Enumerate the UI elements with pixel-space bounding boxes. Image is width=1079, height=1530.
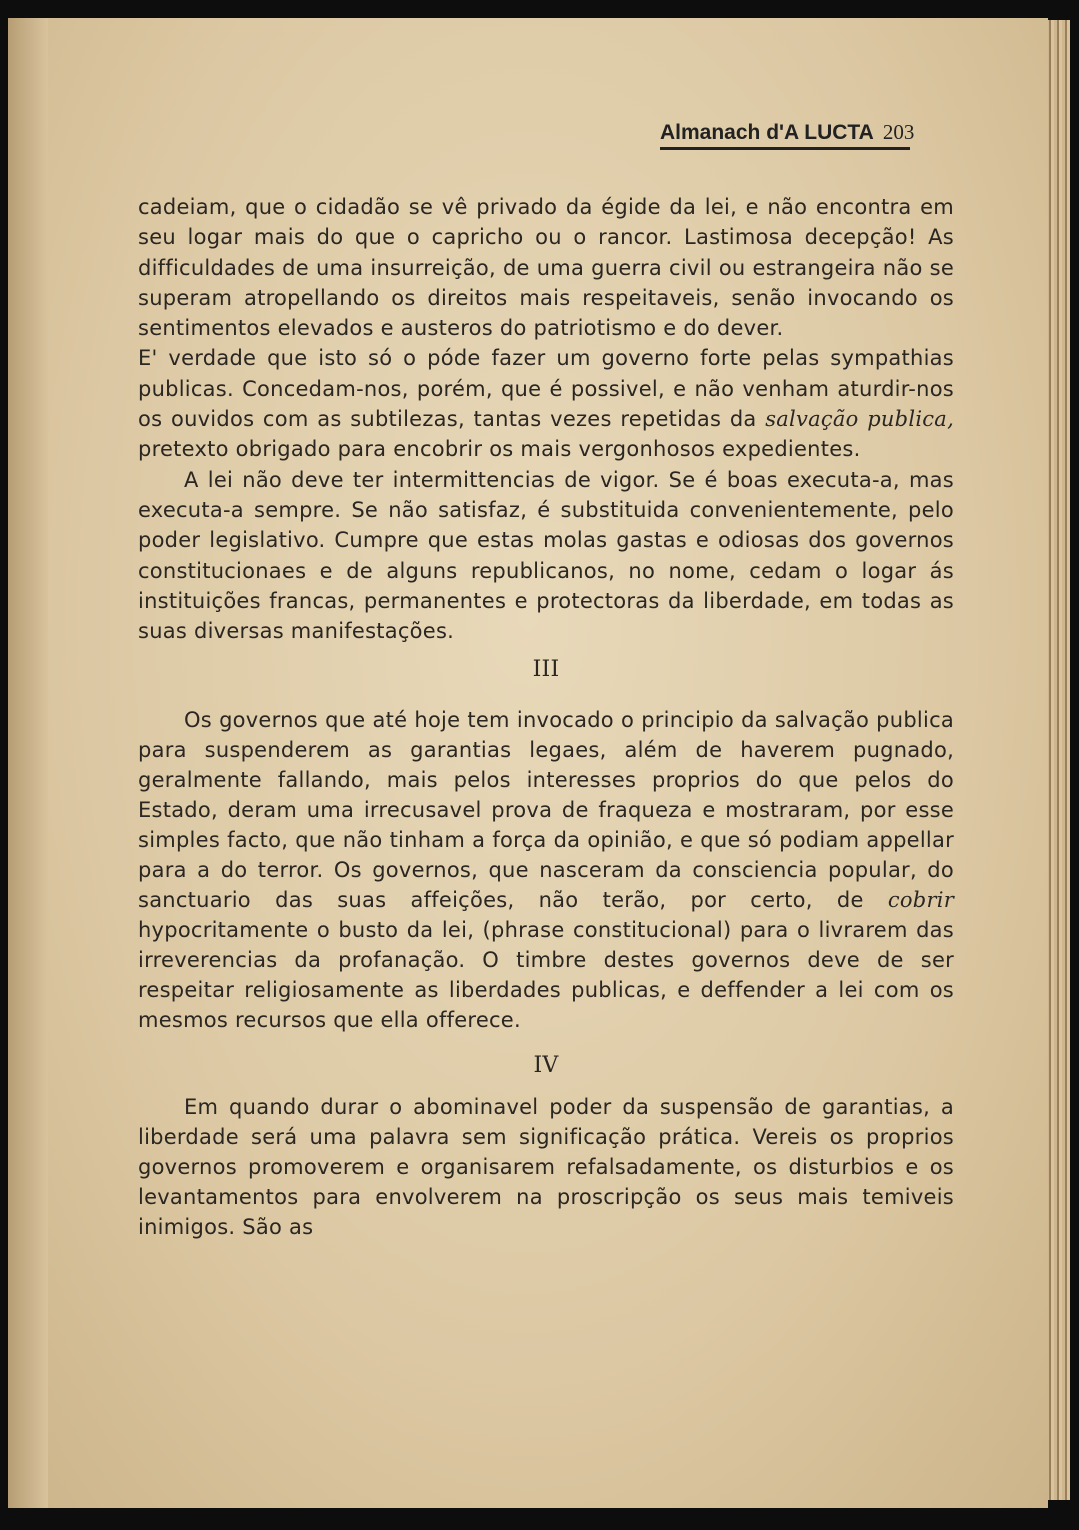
header-title: Almanach d'A LUCTA: [660, 121, 874, 144]
paragraph-5: Em quando durar o abominavel poder da suspensão de garantias, a liberdade será uma palavra sem significação prática. Vereis os proprios governos promoverem e organisarem refalsadamente, os disturbios e os levantamentos para envolverem na proscripção os seus mais temiveis inimigos. São as: [138, 1095, 954, 1240]
paragraph-2-text-end: pretexto obrigado para encobrir os mais vergonhosos expedientes.: [138, 437, 861, 462]
page-number: 203: [882, 120, 915, 144]
paragraph-3: A lei não deve ter intermittencias de vigor. Se é boas executa-a, mas executa-a sempre. Se não satisfaz, é substituida convenientemente, pelo poder legislativo. Cumpre que estas molas gastas e odiosas dos governos constitucionaes e de alguns republicanos, no nome, cedam o logar ás instituições francas, permanentes e protectoras da liberdade, em todas as suas diversas manifestações.: [138, 467, 954, 644]
running-header: [660, 120, 915, 150]
paragraph-4-text: Os governos que até hoje tem invocado o principio da salvação publica para suspenderem as garantias legaes, além de haverem pugnado, geralmente fallando, mais pelos interesses proprios do que pelos do Estado, deram uma irrecusavel prova de fraqueza e mostraram, por esse simples facto, que não tinham a força da opinião, e que só podiam appellar para a do terror. Os governos, que nasceram da consciencia popular, do sanctuario das suas affeições, não terão, por certo, de: [138, 708, 954, 912]
paragraph-4: [138, 706, 954, 1035]
text-body: [138, 192, 954, 1243]
paragraph-2: [138, 343, 954, 464]
italic-word-cobrir: cobrir: [887, 887, 954, 912]
paragraph-1: cadeiam, que o cidadão se vê privado da égide da lei, e não encontra em seu logar mais do que o capricho ou o rancor. Lastimosa decepção! As difficuldades de uma insurreição, de uma guerra civil ou estrangeira não se superam atropellando os direitos mais respeitaveis, senão invocando os sentimentos elevados e austeros do patriotismo e do dever.: [138, 195, 954, 341]
book-spine: [8, 18, 48, 1508]
section-heading-iv: IV: [533, 1053, 559, 1079]
paragraph-2-text: E' verdade que isto só o póde fazer um governo forte pelas sympathias publicas. Concedam-nos, porém, que é possivel, e não venham aturdir-nos os ouvidos com as subtilezas, tantas vezes repetidas da: [138, 346, 954, 432]
paragraph-4-text-end: hypocritamente o busto da lei, (phrase constitucional) para o livrarem das irreverencias da profanação. O timbre destes governos deve de ser respeitar religiosamente as liberdades publicas, e deffender a lei com os mesmos recursos que ella offerece.: [138, 917, 954, 1032]
italic-phrase-salvacao: salvação publica,: [765, 407, 955, 432]
section-heading-iii: III: [532, 657, 560, 683]
